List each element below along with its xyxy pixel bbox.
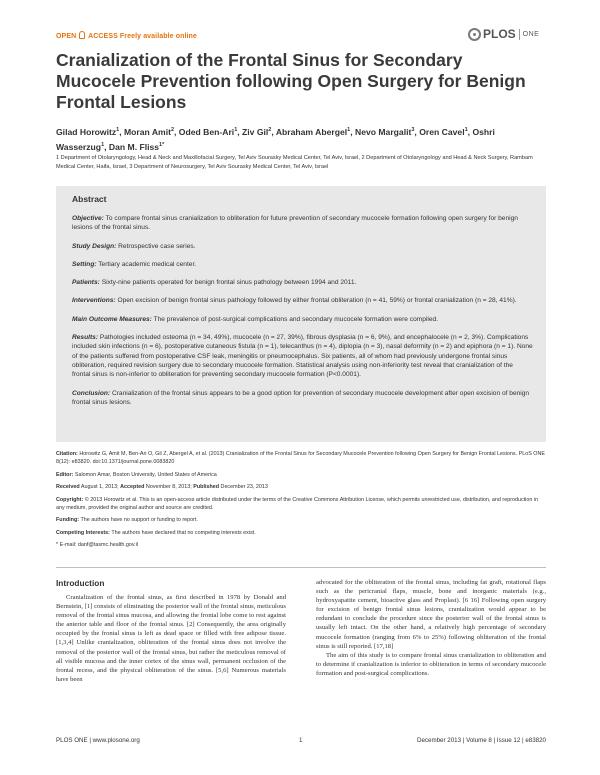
abstract-section-label: Setting:	[72, 260, 97, 268]
abstract-heading: Abstract	[72, 194, 107, 204]
plos-one-logo	[468, 26, 539, 42]
intro-left-column: Cranialization of the frontal sinus, as first described in 1978 by Donald and Bernstein, [1] consists of eliminating the posterior wall of the frontal sinus, meticulous removal of the frontal sinus mucosa, and allowing the frontal lobe come to rest against the anterior table and floor of the frontal sinus. [2] Consequently, the area originally occupied by the frontal sinus is left as dead space or filled with free adipose tissue. [1,3,4] Unlike cranialization, obliteration of the frontal sinus does not involve the removal of the posterior wall of the frontal sinus, but rather the meticulous removal of all visible mucosa and the inner cortex of the sinus wall, permanent occlusion of the frontal recess, and the physical obliteration of the sinus. [5,6] Numerous materials have been	[56, 594, 286, 683]
author-name: Abraham Abergel	[275, 126, 348, 137]
author-name: Oshri Wasserzug	[56, 126, 495, 152]
author-affiliation-mark: 1	[234, 127, 238, 133]
intro-right-column	[316, 578, 546, 678]
abstract-section-label: Study Design:	[72, 242, 117, 250]
abstract-section-text: Tertiary academic medical center.	[96, 260, 197, 268]
abstract-section-text: Pathologies included osteoma (n = 34, 49%), mucocele (n = 27, 39%), fibrous dysplasia (n = 6, 9%), and encephalocele (n = 2, 3%). Complications included skin infections (n = 6), postoperative cutaneous fistula (n = 1), telecanthus (n = 4), diplopia (n = 3), nasal deformity (n = 2) and epiphora (n = 1). None of the patients suffered from postoperative CSF leak, meningitis or pneumocephalus. Six patients, all of whom had previously undergone frontal sinus obliteration, required revision surgery due to secondary mucocele formation. Statistical analysis using non-inferiority test reveal that cranialization of the frontal sinus is non-inferior to obliteration for preventing secondary mucocele formation (P<0.0001).	[72, 334, 533, 379]
abstract-section	[72, 214, 533, 233]
footer-page-number: 1	[299, 737, 303, 744]
abstract-box	[56, 186, 546, 442]
abstract-section	[72, 315, 533, 324]
abstract-section	[72, 260, 533, 269]
freely-available-text: Freely available online	[119, 33, 197, 40]
abstract-section-text: Sixty-nine patients operated for benign frontal sinus pathology between 1994 and 2011.	[99, 279, 357, 287]
open-access-label-right: ACCESS	[88, 33, 118, 40]
author-affiliation-mark: 1	[464, 127, 468, 133]
author-name: Dan M. Fliss	[108, 141, 160, 152]
editor: Editor: Salomon Amar, Boston University, United States of America	[56, 471, 217, 478]
open-access-banner	[56, 31, 197, 40]
author-name: Gilad Horowitz	[56, 126, 117, 137]
abstract-section-text: Cranialization of the frontal sinus appears to be a good option for prevention of secondary mucocele development after open excision of benign frontal sinus lesions.	[72, 389, 530, 406]
open-access-label-left: OPEN	[56, 33, 77, 40]
article-title: Cranialization of the Frontal Sinus for Secondary Mucocele Prevention following Open Surgery for Benign Frontal Lesions	[56, 50, 526, 112]
abstract-section-text: The prevalence of post-surgical complications and secondary mucocele formation were compiled.	[151, 315, 439, 323]
section-divider	[56, 567, 546, 568]
logo-divider	[519, 29, 520, 40]
abstract-section-label: Patients:	[72, 279, 100, 287]
abstract-section	[72, 333, 533, 379]
funding: Funding: The authors have no support or funding to report.	[56, 517, 198, 524]
affiliations: 1 Department of Otolaryngology, Head & Neck and Maxillofacial Surgery, Tel Aviv Sourasky Medical Center, Tel Aviv, Israel, 2 Department of Otolaryngology and Head & Neck Surgery, Rambam Medical Center, Haifa, Israel, 3 Department of Neurosurgery, Tel Aviv Sourasky Medical Center, Tel Aviv, Israel	[56, 155, 533, 170]
intro-right-paragraph-1: advocated for the obliteration of the frontal sinus, including fat graft, rotational flaps such as the pericranial flaps, muscle, bone and inorganic materials (e.g., hydroxyapatite cement, bioactive glass and Proplast). [6 16] Following open surgery for excision of benign frontal sinus lesions, cranialization would appear to be redundant to conclude the procedure since the posterior wall of the frontal sinus is usually left intact. On the other hand, a relatively high percentage of secondary mucocele formation (ranging from 6% to 25%) following obliteration of the frontal sinus is still reported. [17,18]	[316, 579, 546, 650]
abstract-section	[72, 296, 533, 305]
intro-right-paragraph-2: The aim of this study is to compare frontal sinus cranialization to obliteration and to determine if cranialization is inferior to obliteration in terms of secondary mucocele formation and post-surgical complications.	[316, 651, 546, 677]
abstract-section	[72, 242, 533, 251]
footer-journal: PLOS ONE | www.plosone.org	[56, 737, 140, 744]
abstract-section-label: Conclusion:	[72, 389, 111, 397]
author-name: Moran Amit	[124, 126, 171, 137]
author-affiliation-mark: 3	[411, 127, 415, 133]
abstract-section-text: To compare frontal sinus cranialization to obliteration for future prevention of secondary mucocele formation following open surgery for benign lesions of the frontal sinus.	[72, 215, 518, 232]
author-affiliation-mark: 1*	[159, 141, 165, 148]
copyright: Copyright: © 2013 Horowitz et al. This is an open-access article distributed under the terms of the Creative Commons Attribution License, which permits unrestricted use, distribution, and reproduction in any medium, provided the original author and source are credited.	[56, 496, 539, 512]
abstract-section-text: Retrospective case series.	[116, 242, 196, 250]
dates: Received August 1, 2013; Accepted November 8, 2013; Published December 23, 2013	[56, 484, 268, 491]
author-affiliation-mark: 1	[101, 141, 105, 148]
author-affiliation-mark: 2	[268, 127, 272, 133]
author-affiliation-mark: 1	[116, 127, 120, 133]
article-metadata	[56, 450, 546, 554]
citation: Citation: Horowitz G, Amit M, Ben-Ari O, Gil Z, Abergel A, et al. (2013) Cranialization of the Frontal Sinus for Secondary Mucocele Prevention following Open Surgery for Benign Frontal Lesions. PLoS ONE 8(12): e83820. doi:10.1371/journal.pone.0083820	[56, 451, 545, 466]
corresponding-email[interactable]: * E-mail: danf@tasmc.health.gov.il	[56, 542, 139, 549]
abstract-section-label: Interventions:	[72, 297, 116, 305]
author-affiliation-mark: 2	[170, 127, 175, 133]
competing-interests: Competing Interests: The authors have declared that no competing interests exist.	[56, 529, 256, 536]
abstract-section-text: Open excision of benign frontal sinus pathology followed by either frontal obliteration (n = 41, 59%) or frontal cranialization (n = 28, 41%).	[115, 297, 517, 305]
logo-plos-text: PLOS	[483, 27, 516, 41]
abstract-section	[72, 278, 533, 287]
open-access-lock-icon	[79, 31, 85, 39]
author-name: Ziv Gil	[242, 126, 269, 137]
abstract-section-label: Main Outcome Measures:	[72, 315, 152, 323]
abstract-sections	[72, 214, 533, 407]
author-name: Oren Cavel	[419, 126, 465, 137]
author-list: Gilad Horowitz$^1$, Moran Amit$^2$, Oded Ben-Ari$^1$, Ziv Gil$^2$, Abraham Abergel$^1$, Nevo Margalit$^3$, Oren Cavel$^1$, Oshri Wasserzug$^1$, Dan M. Fliss$^{1*}$	[56, 126, 495, 152]
plos-logo-icon	[468, 28, 481, 41]
author-name: Nevo Margalit	[355, 126, 412, 137]
footer-issue: December 2013 | Volume 8 | Issue 12 | e83820	[417, 737, 546, 744]
author-affiliation-mark: 1	[347, 127, 351, 133]
abstract-section	[72, 389, 533, 408]
abstract-section-label: Objective:	[72, 215, 104, 222]
abstract-section-label: Results:	[72, 334, 99, 342]
author-name: Oded Ben-Ari	[178, 126, 235, 137]
logo-one-text: ONE	[522, 30, 540, 38]
introduction-heading: Introduction	[56, 578, 105, 588]
